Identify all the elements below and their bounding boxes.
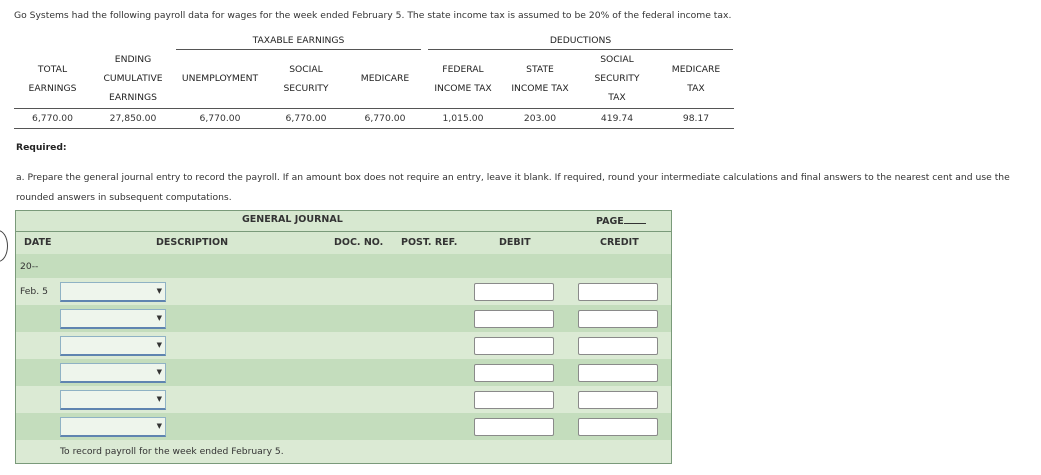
- account-dropdown[interactable]: [60, 417, 166, 437]
- credit-input[interactable]: [578, 364, 658, 382]
- deductions-group-header: DEDUCTIONS: [549, 35, 612, 46]
- table-bottom-rule: [14, 128, 734, 129]
- chevron-down-icon: ▼: [156, 368, 162, 376]
- taxable-group-rule: [176, 49, 421, 50]
- header-total-earnings: TOTAL EARNINGS: [28, 64, 77, 94]
- general-journal: [15, 210, 672, 464]
- journal-entry-row: [16, 278, 671, 305]
- col-doc-no: DOC. NO.: [334, 237, 384, 248]
- value-social-security: 6,770.00: [285, 113, 327, 124]
- value-unemployment: 6,770.00: [199, 113, 241, 124]
- journal-column-headers: [16, 231, 671, 255]
- account-dropdown[interactable]: [60, 309, 166, 329]
- chevron-down-icon: ▼: [156, 287, 162, 295]
- value-medicare-tax: 98.17: [682, 113, 710, 124]
- header-state-income-tax: STATE INCOME TAX: [511, 64, 569, 94]
- year-label: 20--: [20, 261, 39, 272]
- header-unemployment: UNEMPLOYMENT: [181, 73, 259, 84]
- date-feb5: Feb. 5: [20, 286, 48, 297]
- chevron-down-icon: ▼: [156, 341, 162, 349]
- chevron-down-icon: ▼: [156, 422, 162, 430]
- journal-row-year: [16, 254, 671, 278]
- value-ending-cumulative: 27,850.00: [109, 113, 157, 124]
- journal-memo-row: [16, 440, 671, 463]
- value-social-security-tax: 419.74: [600, 113, 634, 124]
- credit-input[interactable]: [578, 391, 658, 409]
- journal-title: GENERAL JOURNAL: [242, 214, 343, 225]
- col-credit: CREDIT: [600, 237, 639, 248]
- problem-intro: Go Systems had the following payroll data for wages for the week ended February 5. The state income tax is assumed to be 20% of the federal income tax.: [14, 10, 732, 21]
- debit-input[interactable]: [474, 337, 554, 355]
- col-debit: DEBIT: [499, 237, 531, 248]
- required-label: Required:: [16, 142, 67, 153]
- debit-input[interactable]: [474, 418, 554, 436]
- value-total-earnings: 6,770.00: [32, 113, 73, 124]
- header-medicare-tax: MEDICARE TAX: [671, 64, 721, 94]
- header-social-security: SOCIAL SECURITY: [283, 64, 329, 94]
- account-dropdown[interactable]: [60, 363, 166, 383]
- account-dropdown[interactable]: [60, 390, 166, 410]
- col-description: DESCRIPTION: [156, 237, 229, 248]
- value-state-income-tax: 203.00: [523, 113, 557, 124]
- debit-input[interactable]: [474, 283, 554, 301]
- debit-input[interactable]: [474, 310, 554, 328]
- header-ending-cumulative-earnings: ENDING CUMULATIVE EARNINGS: [103, 54, 163, 103]
- header-social-security-tax: SOCIAL SECURITY TAX: [594, 54, 640, 103]
- credit-input[interactable]: [578, 418, 658, 436]
- credit-input[interactable]: [578, 310, 658, 328]
- journal-page: PAGE: [596, 214, 646, 227]
- account-dropdown[interactable]: [60, 282, 166, 302]
- journal-entry-row: [16, 305, 671, 332]
- col-post-ref: POST. REF.: [401, 237, 458, 248]
- taxable-earnings-group-header: TAXABLE EARNINGS: [252, 35, 345, 46]
- header-bottom-rule: [14, 108, 734, 109]
- credit-input[interactable]: [578, 283, 658, 301]
- journal-entry-row: [16, 413, 671, 440]
- credit-input[interactable]: [578, 337, 658, 355]
- debit-input[interactable]: [474, 364, 554, 382]
- page-number-blank: [624, 214, 646, 224]
- col-date: DATE: [24, 237, 52, 248]
- header-federal-income-tax: FEDERAL INCOME TAX: [434, 64, 492, 94]
- journal-entry-row: [16, 332, 671, 359]
- journal-memo: To record payroll for the week ended February 5.: [60, 446, 284, 457]
- value-medicare: 6,770.00: [364, 113, 406, 124]
- journal-entry-row: [16, 359, 671, 386]
- journal-entry-row: [16, 386, 671, 413]
- account-dropdown[interactable]: [60, 336, 166, 356]
- side-circle-marker: [0, 230, 8, 262]
- chevron-down-icon: ▼: [156, 314, 162, 322]
- header-medicare: MEDICARE: [360, 73, 410, 84]
- value-federal-income-tax: 1,015.00: [442, 113, 484, 124]
- chevron-down-icon: ▼: [156, 395, 162, 403]
- debit-input[interactable]: [474, 391, 554, 409]
- instruction-text: a. Prepare the general journal entry to record the payroll. If an amount box does not require an entry, leave it blank. If required, round your intermediate calculations and final answers to the nearest cent and use the rounded answers in subsequent computations.: [16, 172, 1010, 203]
